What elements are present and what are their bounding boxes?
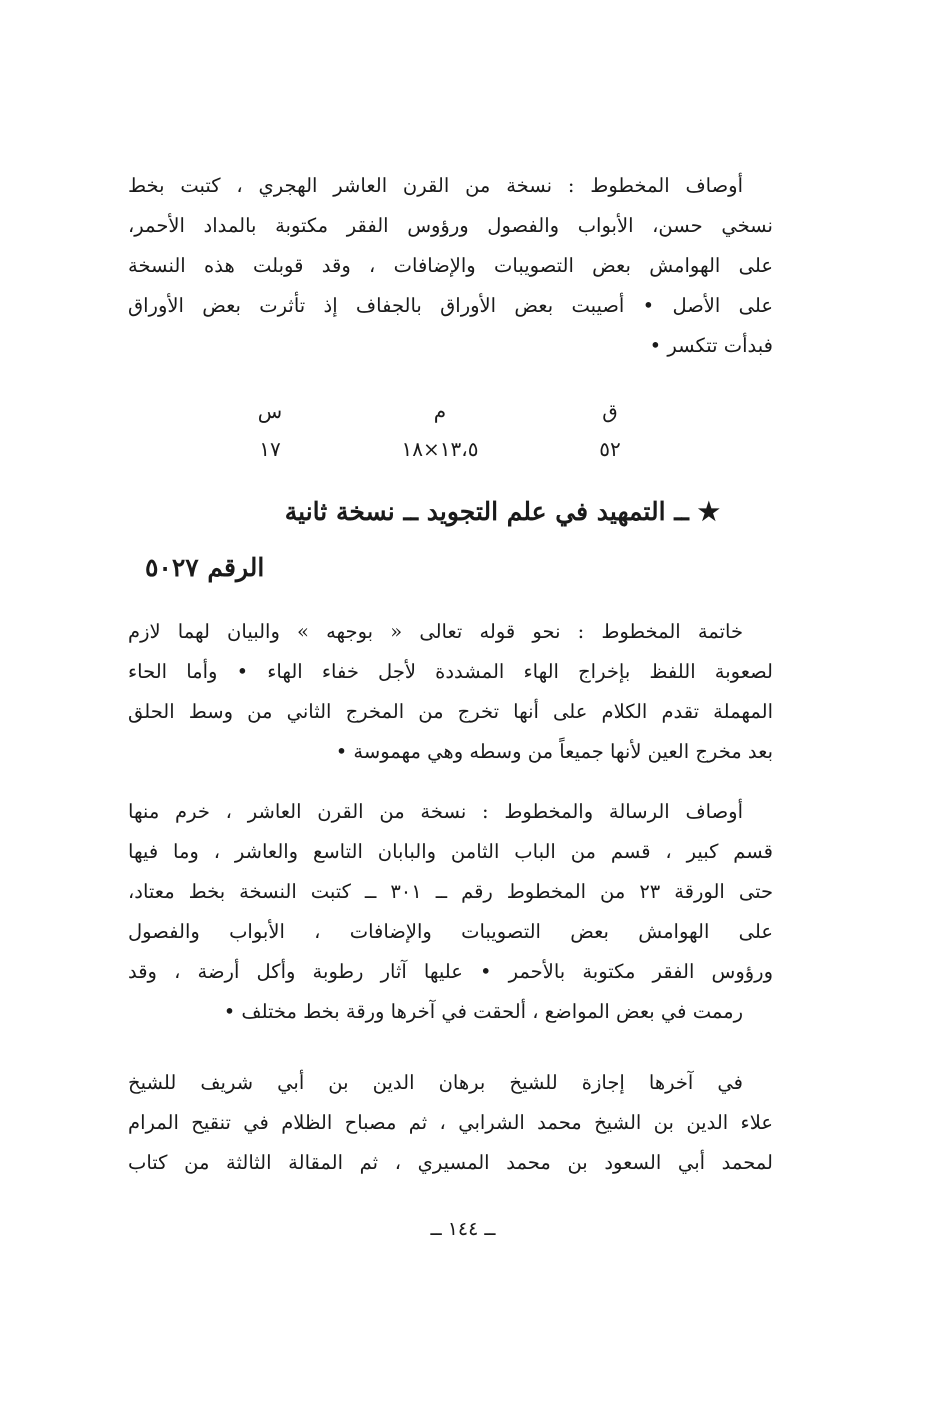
text-line: على الهوامش بعض التصويبات والإضافات ، الأبواب والفصول	[128, 920, 773, 943]
table-value: ١٧	[259, 437, 281, 461]
text-line: لمحمد أبي السعود بن محمد المسيري ، ثم المقالة الثالثة من كتاب	[128, 1151, 773, 1174]
table-header: س	[257, 399, 283, 423]
manuscript-dimensions-table	[200, 392, 680, 472]
column-s	[200, 392, 340, 468]
table-header: ق	[602, 399, 618, 423]
text-line: على الأصل • أصيبت بعض الأوراق بالجفاف إذ تأثرت بعض الأوراق	[128, 294, 773, 317]
page-number: ــ ١٤٤ ــ	[430, 1218, 496, 1240]
text-line: على الهوامش بعض التصويبات والإضافات ، وقد قوبلت هذه النسخة	[128, 254, 773, 277]
manuscript-description-paragraph-2	[128, 792, 773, 1032]
table-value: ١٣،٥×١٨	[401, 437, 479, 461]
text-line: في آخرها إجازة للشيخ برهان الدين بن أبي شريف للشيخ	[128, 1071, 743, 1094]
table-header: م	[433, 399, 447, 423]
text-line: علاء الدين بن الشيخ محمد الشرابي ، ثم مصباح الظلام في تنقيح المرام	[128, 1111, 773, 1134]
text-line: فبدأت تتكسر •	[649, 334, 773, 357]
manuscript-number-heading: الرقم ٥٠٢٧	[145, 553, 265, 582]
text-line: المهملة تقدم الكلام على أنها تخرج من المخرج الثاني من وسط الحلق	[128, 700, 773, 723]
table-value: ٥٢	[599, 437, 621, 461]
text-line: ورؤوس الفقر مكتوبة بالأحمر • عليها آثار رطوبة وأكل أرضة ، وقد	[128, 960, 773, 983]
manuscript-ending-paragraph	[128, 612, 773, 772]
column-q	[540, 392, 680, 468]
text-line: نسخي حسن، الأبواب والفصول ورؤوس الفقر مكتوبة بالمداد الأحمر،	[128, 214, 773, 237]
manuscript-description-paragraph	[128, 166, 773, 366]
section-heading: ★ ــ التمهيد في علم التجويد ــ نسخة ثانية	[284, 497, 720, 526]
manuscript-contents-paragraph	[128, 1063, 773, 1183]
column-m	[370, 392, 510, 468]
text-line: أوصاف الرسالة والمخطوط : نسخة من القرن العاشر ، خرم منها	[128, 800, 743, 823]
text-line: لصعوبة اللفظ بإخراج الهاء المشددة لأجل خفاء الهاء • وأما الحاء	[128, 660, 773, 683]
text-line: رممت في بعض المواضع ، ألحقت في آخرها ورقة بخط مختلف •	[223, 1000, 743, 1023]
text-line: أوصاف المخطوط : نسخة من القرن العاشر الهجري ، كتبت بخط	[128, 174, 743, 197]
text-line: خاتمة المخطوط : نحو قوله تعالى « بوجهه » والبيان لهما لازم	[128, 620, 743, 643]
text-line: بعد مخرج العين لأنها جميعاً من وسطه وهي مهموسة •	[335, 740, 773, 763]
text-line: حتى الورقة ٢٣ من المخطوط رقم ــ ٣٠١ ــ كتبت النسخة بخط معتاد،	[128, 880, 773, 903]
text-line: قسم كبير ، قسم من الباب الثامن والبابان التاسع والعاشر ، وما فيها	[128, 840, 773, 863]
